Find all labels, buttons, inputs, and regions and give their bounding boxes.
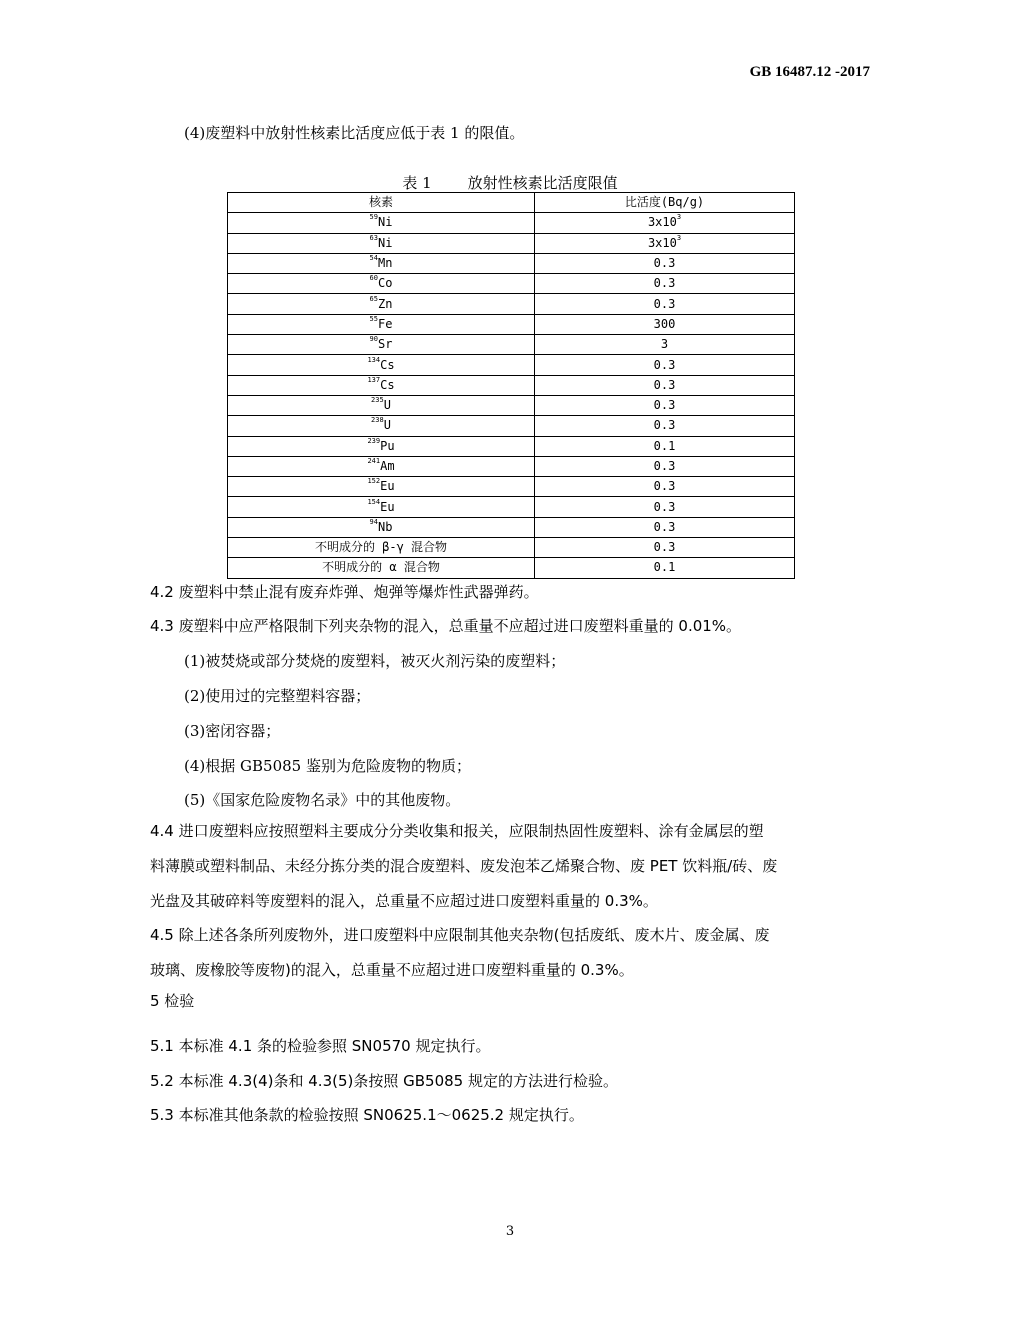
table-row bbox=[228, 416, 795, 436]
nuclide-symbol: Eu bbox=[380, 499, 395, 514]
list-item-4-3-4: (4)根据 GB5085 鉴别为危险废物的物质； bbox=[184, 757, 471, 775]
nuclide-cell bbox=[228, 233, 535, 253]
table-row bbox=[228, 233, 795, 253]
nuclide-symbol: Pu bbox=[380, 438, 395, 453]
section-4-5 bbox=[150, 918, 875, 988]
activity-cell bbox=[535, 538, 795, 558]
activity-cell bbox=[535, 477, 795, 497]
nuclide-cell bbox=[228, 335, 535, 355]
activity-cell bbox=[535, 436, 795, 456]
intro-line: (4)废塑料中放射性核素比活度应低于表 1 的限值。 bbox=[184, 124, 525, 142]
table-row bbox=[228, 497, 795, 517]
nuclide-cell bbox=[228, 213, 535, 233]
list-item-4-3-3: (3)密闭容器； bbox=[184, 722, 281, 740]
list-item-4-3-1: (1)被焚烧或部分焚烧的废塑料，被灭火剂污染的废塑料； bbox=[184, 652, 566, 670]
table-row bbox=[228, 395, 795, 415]
nuclide-cell bbox=[228, 477, 535, 497]
table-row bbox=[228, 335, 795, 355]
nuclide-symbol: Nb bbox=[377, 519, 393, 534]
column-header-nuclide: 核素 bbox=[228, 193, 535, 213]
activity-cell bbox=[535, 497, 795, 517]
nuclide-cell bbox=[228, 375, 535, 395]
section-4-3: 4.3 废塑料中应严格限制下列夹杂物的混入，总重量不应超过进口废塑料重量的 0.01%。 bbox=[150, 617, 742, 635]
mass-number: 94 bbox=[369, 517, 378, 526]
nuclide-cell bbox=[228, 314, 535, 334]
nuclide-cell bbox=[228, 497, 535, 517]
table-caption bbox=[0, 172, 1020, 193]
table-row bbox=[228, 213, 795, 233]
activity-cell bbox=[535, 355, 795, 375]
mass-number: 59 bbox=[369, 213, 378, 222]
nuclide-symbol: 不明成分的 β-γ 混合物 bbox=[314, 540, 448, 555]
table-row bbox=[228, 477, 795, 497]
nuclide-cell bbox=[228, 294, 535, 314]
nuclide-cell bbox=[228, 274, 535, 294]
activity-value: 0.3 bbox=[653, 276, 676, 291]
nuclide-cell bbox=[228, 456, 535, 476]
section-4-4-line: 料薄膜或塑料制品、未经分拣分类的混合废塑料、废发泡苯乙烯聚合物、废 PET 饮料瓶/砖、废 bbox=[150, 857, 778, 875]
section-4-4-line: 4.4 进口废塑料应按照塑料主要成分分类收集和报关，应限制热固性废塑料、涂有金属层的塑 bbox=[150, 822, 764, 840]
activity-value: 0.3 bbox=[653, 296, 676, 311]
activity-cell bbox=[535, 233, 795, 253]
mass-number: 65 bbox=[369, 294, 378, 303]
mass-number: 235 bbox=[371, 396, 384, 405]
activity-value: 300 bbox=[653, 316, 676, 331]
radionuclide-limits-table bbox=[227, 192, 795, 579]
activity-exponent: 3 bbox=[676, 233, 682, 242]
activity-value: 0.3 bbox=[653, 540, 676, 555]
activity-value: 0.3 bbox=[653, 357, 676, 372]
table-caption-title: 放射性核素比活度限值 bbox=[467, 174, 618, 192]
nuclide-symbol: Co bbox=[377, 276, 393, 291]
activity-value: 3x10 bbox=[647, 235, 677, 250]
nuclide-symbol: Cs bbox=[380, 377, 395, 392]
activity-cell bbox=[535, 517, 795, 537]
table-row bbox=[228, 436, 795, 456]
activity-value: 0.3 bbox=[653, 459, 676, 473]
nuclide-symbol: Cs bbox=[380, 357, 395, 372]
table-row bbox=[228, 538, 795, 558]
section-4-4 bbox=[150, 814, 875, 919]
column-header-activity: 比活度(Bq/g) bbox=[535, 193, 795, 213]
table-header-row bbox=[228, 193, 795, 213]
section-4-5-line: 4.5 除上述各条所列废物外，进口废塑料中应限制其他夹杂物(包括废纸、废木片、废金属、废 bbox=[150, 926, 770, 944]
section-5-1: 5.1 本标准 4.1 条的检验参照 SN0570 规定执行。 bbox=[150, 1037, 491, 1055]
mass-number: 60 bbox=[369, 274, 378, 283]
activity-value: 0.3 bbox=[653, 377, 676, 392]
activity-cell bbox=[535, 416, 795, 436]
nuclide-cell bbox=[228, 253, 535, 273]
activity-value: 0.3 bbox=[653, 418, 676, 433]
activity-value: 0.3 bbox=[653, 479, 676, 494]
section-4-4-line: 光盘及其破碎料等废塑料的混入，总重量不应超过进口废塑料重量的 0.3%。 bbox=[150, 892, 658, 910]
activity-value: 0.1 bbox=[653, 438, 676, 453]
nuclide-symbol: Zn bbox=[377, 296, 393, 311]
mass-number: 134 bbox=[367, 355, 381, 364]
nuclide-cell bbox=[228, 355, 535, 375]
section-5-2: 5.2 本标准 4.3(4)条和 4.3(5)条按照 GB5085 规定的方法进行检验。 bbox=[150, 1072, 618, 1090]
activity-value: 0.3 bbox=[653, 256, 676, 271]
section-4-2: 4.2 废塑料中禁止混有废弃炸弹、炮弹等爆炸性武器弹药。 bbox=[150, 583, 539, 601]
activity-cell bbox=[535, 274, 795, 294]
table-row bbox=[228, 294, 795, 314]
mass-number: 90 bbox=[369, 335, 378, 344]
nuclide-symbol: Ni bbox=[377, 235, 393, 250]
nuclide-symbol: Sr bbox=[377, 337, 393, 352]
table-row bbox=[228, 375, 795, 395]
activity-exponent: 3 bbox=[676, 213, 682, 222]
mass-number: 63 bbox=[369, 233, 378, 242]
mass-number: 241 bbox=[367, 457, 381, 465]
activity-cell bbox=[535, 213, 795, 233]
mass-number: 55 bbox=[369, 314, 378, 323]
activity-value: 0.3 bbox=[653, 499, 676, 514]
mass-number: 137 bbox=[367, 375, 381, 384]
nuclide-symbol: Fe bbox=[377, 316, 393, 331]
table-row bbox=[228, 517, 795, 537]
table-body bbox=[228, 213, 795, 578]
nuclide-symbol: Ni bbox=[377, 215, 393, 230]
section-5-3: 5.3 本标准其他条款的检验按照 SN0625.1～0625.2 规定执行。 bbox=[150, 1106, 584, 1124]
activity-cell bbox=[535, 335, 795, 355]
table-caption-number: 表 1 bbox=[402, 174, 432, 192]
activity-value: 0.3 bbox=[653, 519, 676, 534]
nuclide-cell bbox=[228, 517, 535, 537]
list-item-4-3-5: (5)《国家危险废物名录》中的其他废物。 bbox=[184, 791, 461, 809]
table-row bbox=[228, 274, 795, 294]
activity-value: 0.3 bbox=[653, 398, 676, 413]
activity-cell bbox=[535, 294, 795, 314]
nuclide-cell bbox=[228, 416, 535, 436]
table-row bbox=[228, 314, 795, 334]
mass-number: 238 bbox=[371, 416, 384, 425]
nuclide-symbol: Am bbox=[380, 459, 395, 473]
mass-number: 154 bbox=[367, 497, 381, 506]
section-5-title: 5 检验 bbox=[150, 992, 195, 1010]
activity-cell bbox=[535, 314, 795, 334]
table-row bbox=[228, 355, 795, 375]
mass-number: 54 bbox=[369, 254, 378, 263]
list-item-4-3-2: (2)使用过的完整塑料容器； bbox=[184, 687, 371, 705]
activity-cell bbox=[535, 253, 795, 273]
section-4-5-line: 玻璃、废橡胶等废物)的混入，总重量不应超过进口废塑料重量的 0.3%。 bbox=[150, 961, 634, 979]
table-row bbox=[228, 456, 795, 476]
nuclide-symbol: Mn bbox=[377, 256, 393, 271]
nuclide-symbol: U bbox=[383, 398, 391, 413]
nuclide-cell bbox=[228, 436, 535, 456]
activity-value: 3x10 bbox=[647, 215, 677, 230]
nuclide-symbol: 不明成分的 α 混合物 bbox=[322, 560, 440, 575]
mass-number: 152 bbox=[367, 477, 381, 486]
activity-value: 3 bbox=[660, 337, 669, 352]
nuclide-cell bbox=[228, 395, 535, 415]
nuclide-cell bbox=[228, 538, 535, 558]
nuclide-symbol: Eu bbox=[380, 479, 395, 494]
mass-number: 239 bbox=[367, 436, 381, 445]
activity-cell bbox=[535, 456, 795, 476]
table-row bbox=[228, 253, 795, 273]
nuclide-symbol: U bbox=[383, 418, 391, 433]
activity-value: 0.1 bbox=[653, 560, 676, 575]
activity-cell bbox=[535, 395, 795, 415]
page-number: 3 bbox=[505, 1224, 515, 1239]
standard-number: GB 16487.12 -2017 bbox=[749, 64, 870, 80]
activity-cell bbox=[535, 375, 795, 395]
